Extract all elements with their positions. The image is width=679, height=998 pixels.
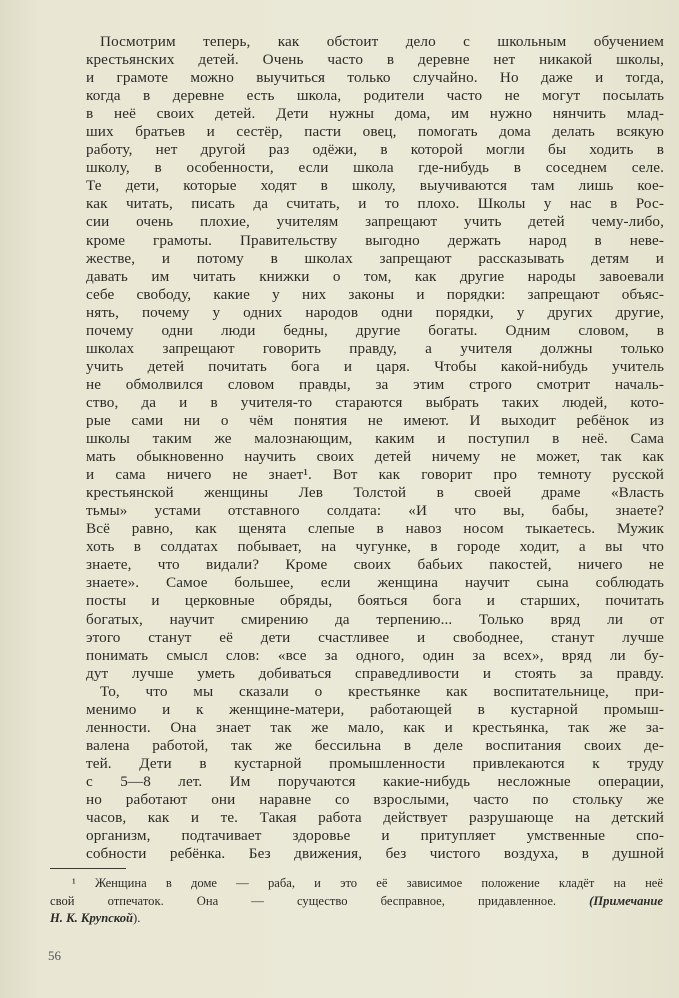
text-line: знаете, что видали? Кроме своих бабьих пакостей, ничего не — [86, 556, 664, 574]
text-line: сии очень плохие, учителям запрещают учить детей чему-либо, — [86, 213, 664, 231]
footnote-line: ¹ Женщина в доме — раба, и это её зависимое положение кладёт на неё — [72, 876, 663, 890]
footnote-line — [50, 893, 663, 911]
text-line: и грамоте можно выучиться только случайно. Но даже и тогда, — [86, 69, 664, 87]
text-line: учить детей почитать бога и царя. Чтобы какой-нибудь учитель — [86, 357, 664, 375]
text-line: ших братьев и сестёр, пасти овец, помогать дома делать всякую — [86, 123, 664, 141]
text-line: ленности. Она знает так же мало, как и крестьянка, так же за- — [86, 718, 664, 736]
text-line: хоть в солдатах побывает, на чугунке, в городе ходит, а вы что — [86, 538, 664, 556]
text-line: когда в деревне есть школа, родители часто не могут посылать — [86, 87, 664, 105]
text-line: не обмолвился словом правды, за этим строго смотрит началь- — [86, 375, 664, 393]
text-line: менимо и к женщине-матери, работающей в кустарной промыш- — [86, 700, 664, 718]
text-line: но работают они наравне со взрослыми, часто по стольку же — [86, 790, 664, 808]
text-line: Посмотрим теперь, как обстоит дело с школьным обучением — [100, 33, 664, 50]
text-line: работу, нет другой раз одёжи, в которой могли бы ходить в — [86, 141, 664, 159]
text-line: школах запрещают говорить правду, а учителя должны только — [86, 339, 664, 357]
text-line: жестве, и потому в школах запрещают рассказывать детям и — [86, 249, 664, 267]
text-line: понимать смысл слов: «все за одного, один за всех», вряд ли бу- — [86, 646, 664, 664]
text-line: ство, да и в учителя-то стараются выбрать таких людей, кото- — [86, 393, 664, 411]
text-line: собности ребёнка. Без движения, без чистого воздуха, в душной — [86, 845, 664, 863]
footnote-attribution: (Примечание — [589, 893, 663, 908]
text-line: этого станут её дети счастливее и свободнее, станут лучше — [86, 628, 664, 646]
footnote-line — [50, 910, 663, 928]
text-line: себе свободу, какие у них законы и порядки: запрещают объяс- — [86, 285, 664, 303]
body-text — [86, 33, 664, 863]
page-number: 56 — [48, 948, 61, 963]
text-line: тьмы» устами отставного солдата: «И что вы, бабы, знаете? — [86, 502, 664, 520]
text-line: богатых, научит смирению да терпению... Только вряд ли от — [86, 610, 664, 628]
text-line: школу, в особенности, если школа где-нибудь в соседнем селе. — [86, 159, 664, 177]
footnote-author: Н. К. Крупской — [50, 911, 133, 925]
text-line: Всё равно, как щенята слепые в навоз носом тыкаетесь. Мужик — [86, 520, 664, 538]
text-line: крестьянских детей. Очень часто в деревне нет никакой школы, — [86, 51, 664, 69]
text-line: нять, почему у одних народов одни порядки, у других другие, — [86, 303, 664, 321]
text-line: тей. Дети в кустарной промышленности привлекаются к труду — [86, 754, 664, 772]
text-line: и сама ничего не знает¹. Вот как говорит про темноту русской — [86, 466, 664, 484]
text-line: То, что мы сказали о крестьянке как воспитательнице, при- — [100, 682, 664, 700]
text-line: с 5—8 лет. Им поручаются какие-нибудь несложные операции, — [86, 772, 664, 790]
text-line: мать обыкновенно научить своих детей ничему не может, так как — [86, 448, 664, 466]
text-line: дут лучше уметь добиваться справедливости и стоять за правду. — [86, 664, 664, 682]
footnote — [50, 875, 663, 928]
text-line: как читать, писать да считать, и то плохо. Школы у нас в Рос- — [86, 195, 664, 213]
text-line: знаете». Самое большее, если женщина научит сына соблюдать — [86, 574, 664, 592]
footnote-divider — [50, 868, 126, 869]
text-line: валена работой, так же бессильна в деле воспитания своих де- — [86, 736, 664, 754]
text-line: посты и церковные обряды, бояться бога и старших, почитать — [86, 592, 664, 610]
text-line: в неё своих детей. Дети нужны дома, им нужно нянчить млад- — [86, 105, 664, 123]
text-line: Те дети, которые ходят в школу, выучиваются там лишь кое- — [86, 177, 664, 195]
text-line: организм, подтачивает здоровье и притупляет умственные спо- — [86, 827, 664, 845]
text-line: почему одни люди бедны, другие богаты. Одним словом, в — [86, 321, 664, 339]
footnote-text: свой отпечаток. Она — существо бесправное, придавленное. — [50, 893, 557, 908]
footnote-end: ). — [133, 911, 141, 925]
text-line: часов, как и те. Такая работа действует разрушающе на детский — [86, 809, 664, 827]
text-line: рые сами ни о чём понятия не имеют. И выходит ребёнок из — [86, 411, 664, 429]
text-line: давать им читать книжки о том, как другие народы завоевали — [86, 267, 664, 285]
text-line: кроме грамоты. Правительству выгодно держать народ в неве- — [86, 231, 664, 249]
text-line: школы таким же малознающим, каким и поступил в неё. Сама — [86, 430, 664, 448]
text-line: крестьянской женщины Лев Толстой в своей драме «Власть — [86, 484, 664, 502]
